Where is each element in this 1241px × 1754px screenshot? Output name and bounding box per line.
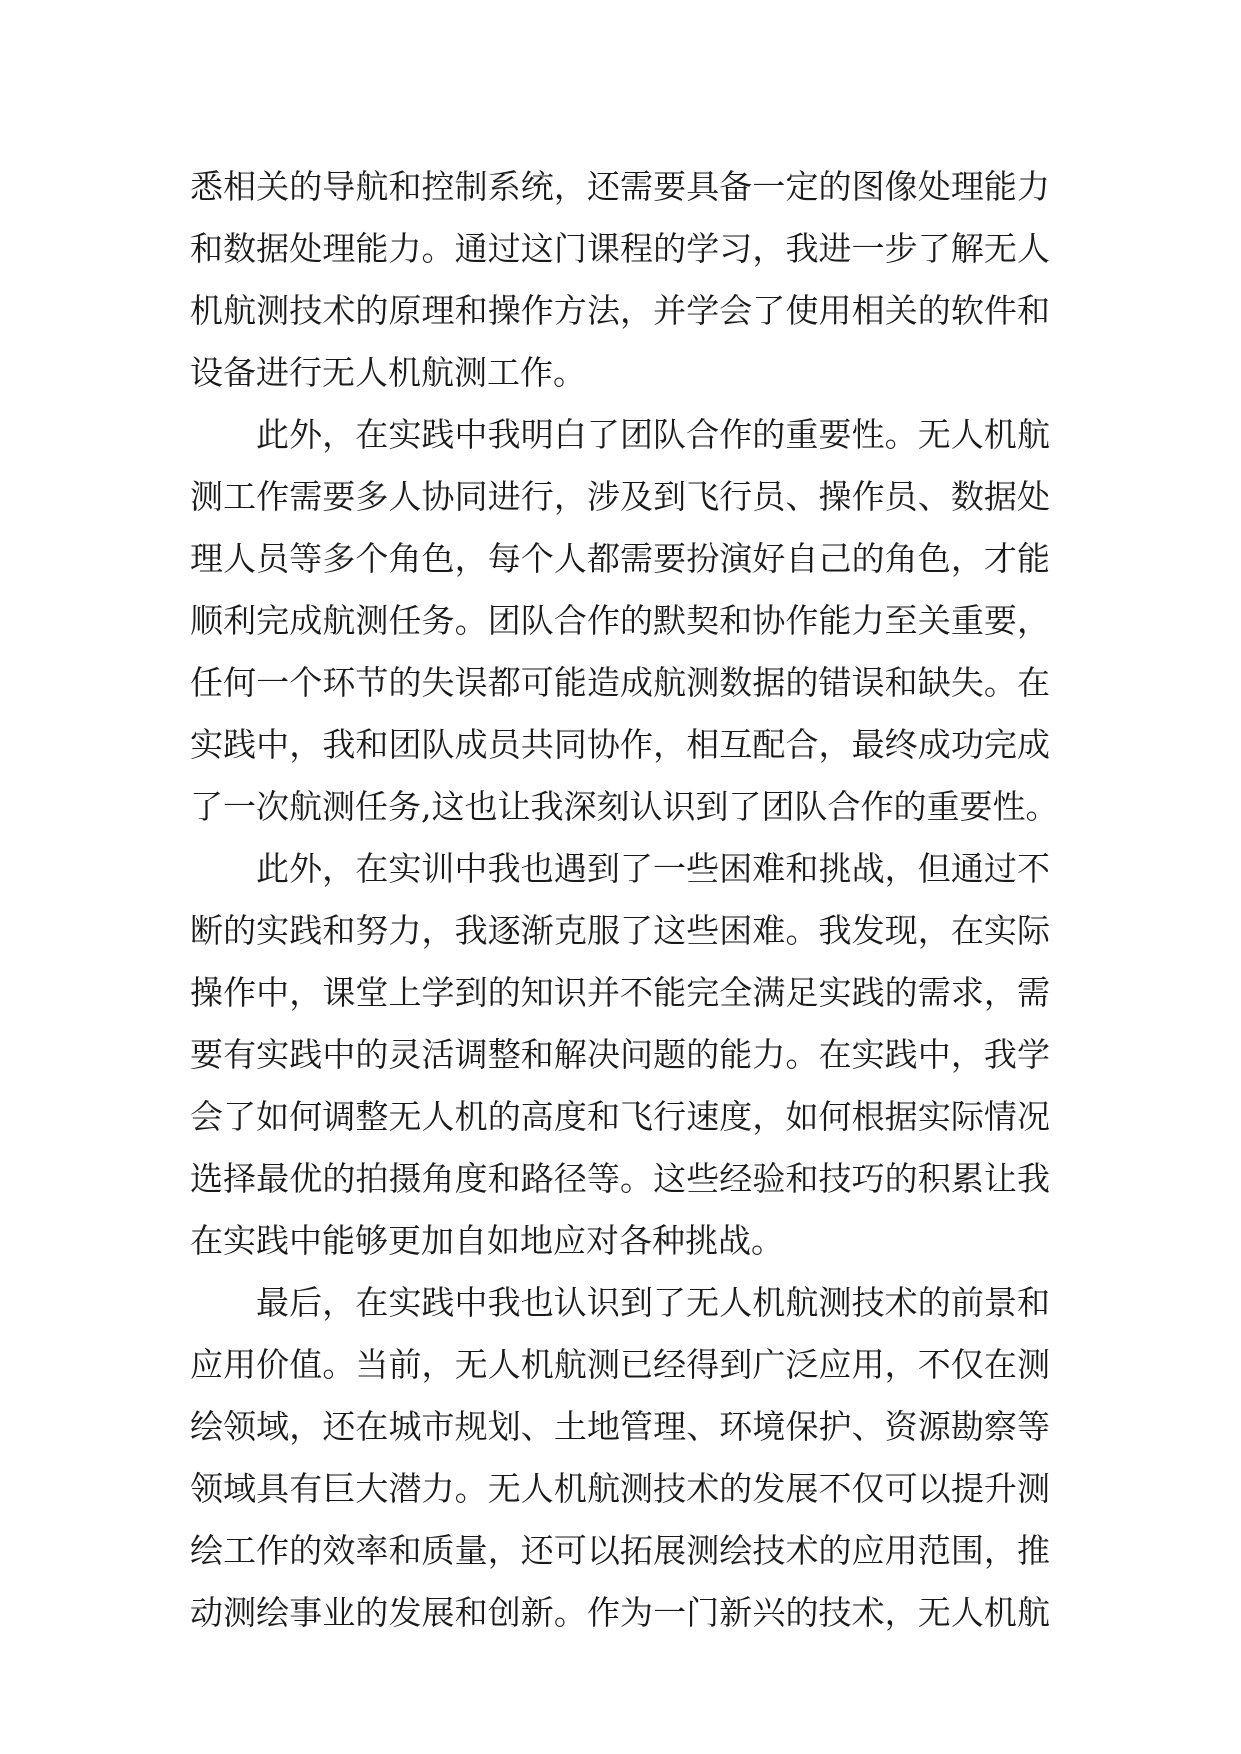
text-line: 任何一个环节的失误都可能造成航测数据的错误和缺失。在 [190, 663, 1050, 702]
text-line: 设备进行无人机航测工作。 [190, 353, 586, 392]
text-line: 在实践中能够更加自如地应对各种挑战。 [190, 1221, 784, 1260]
text-line: 机航测技术的原理和操作方法，并学会了使用相关的软件和 [190, 291, 1050, 330]
paragraph-first-line: 此外，在实践中我明白了团队合作的重要性。无人机航 [256, 415, 1050, 454]
text-line: 操作中，课堂上学到的知识并不能完全满足实践的需求，需 [190, 973, 1050, 1012]
text-line: 断的实践和努力，我逐渐克服了这些困难。我发现，在实际 [190, 911, 1050, 950]
text-line: 和数据处理能力。通过这门课程的学习，我进一步了解无人 [190, 229, 1050, 268]
text-line: 实践中，我和团队成员共同协作，相互配合，最终成功完成 [190, 725, 1050, 764]
text-line: 了一次航测任务,这也让我深刻认识到了团队合作的重要性。 [190, 787, 1059, 826]
text-line: 绘领域，还在城市规划、土地管理、环境保护、资源勘察等 [190, 1407, 1050, 1446]
text-line: 绘工作的效率和质量，还可以拓展测绘技术的应用范围，推 [190, 1531, 1050, 1570]
paragraph-first-line: 最后，在实践中我也认识到了无人机航测技术的前景和 [256, 1283, 1050, 1322]
text-line: 理人员等多个角色，每个人都需要扮演好自己的角色，才能 [190, 539, 1050, 578]
text-line: 动测绘事业的发展和创新。作为一门新兴的技术，无人机航 [190, 1593, 1050, 1632]
text-line: 应用价值。当前，无人机航测已经得到广泛应用，不仅在测 [190, 1345, 1050, 1384]
text-line: 领域具有巨大潜力。无人机航测技术的发展不仅可以提升测 [190, 1469, 1050, 1508]
text-line: 选择最优的拍摄角度和路径等。这些经验和技巧的积累让我 [190, 1159, 1050, 1198]
paragraph-first-line: 此外，在实训中我也遇到了一些困难和挑战，但通过不 [256, 849, 1050, 888]
text-line: 悉相关的导航和控制系统，还需要具备一定的图像处理能力 [190, 167, 1050, 206]
text-line: 测工作需要多人协同进行，涉及到飞行员、操作员、数据处 [190, 477, 1050, 516]
text-line: 要有实践中的灵活调整和解决问题的能力。在实践中，我学 [190, 1035, 1050, 1074]
document-body [190, 156, 1059, 1644]
text-line: 顺利完成航测任务。团队合作的默契和协作能力至关重要， [190, 601, 1050, 640]
text-line: 会了如何调整无人机的高度和飞行速度，如何根据实际情况 [190, 1097, 1050, 1136]
